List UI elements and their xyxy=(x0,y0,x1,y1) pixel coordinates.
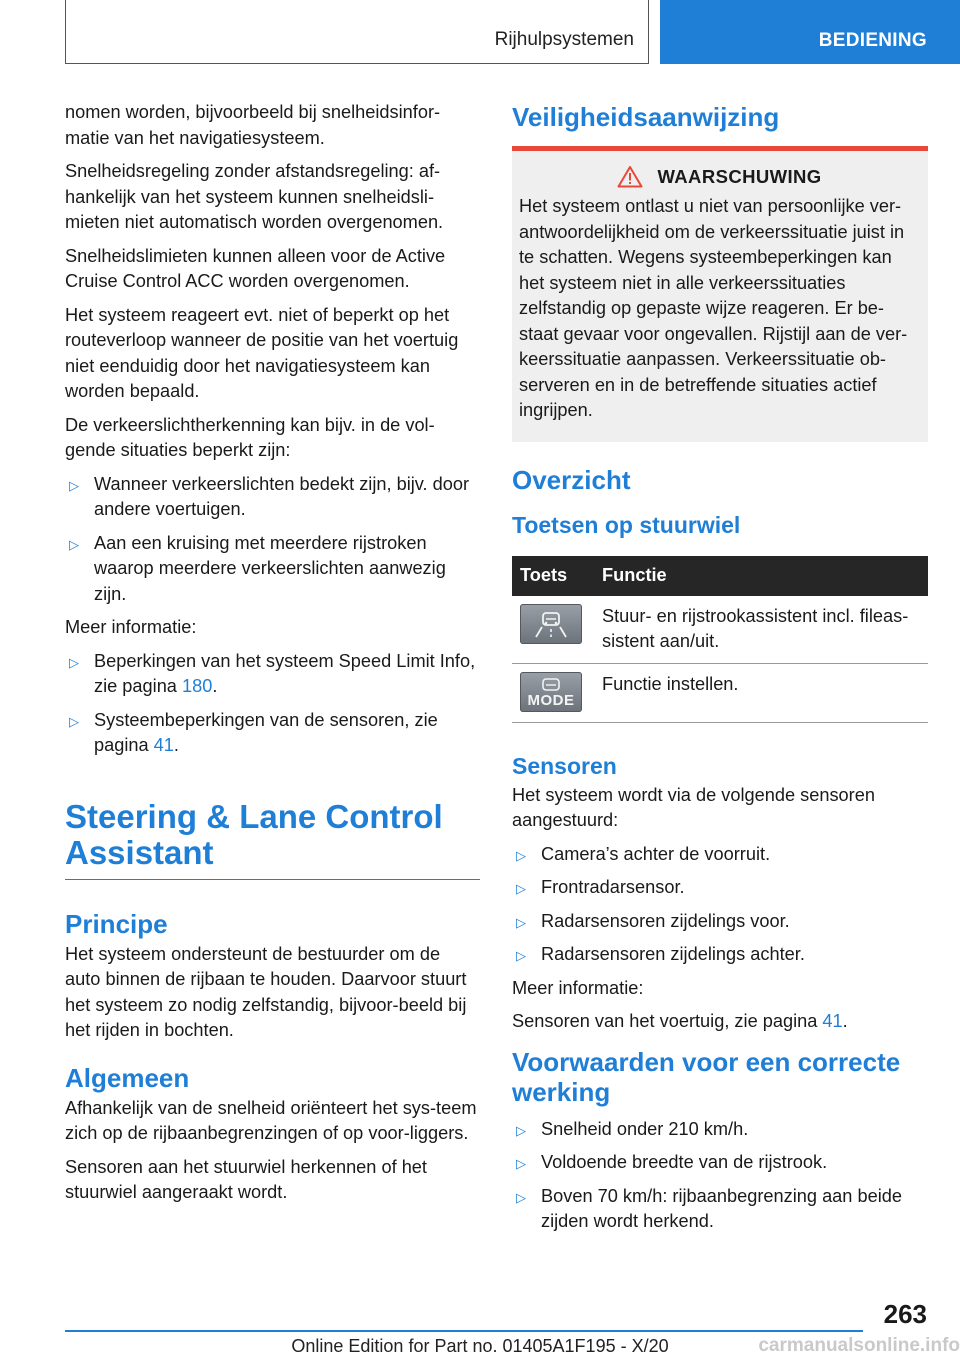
watermark: carmanualsonline.info xyxy=(758,1335,960,1356)
period: . xyxy=(173,735,179,755)
table-row xyxy=(512,596,928,664)
list-item-text: Camera’s achter de voorruit. xyxy=(541,843,771,864)
paragraph: Sensoren aan het stuurwiel herkennen of het stuurwiel aangeraakt wordt. xyxy=(65,1156,427,1202)
list-item-text: Wanneer verkeerslichten bedekt zijn, bijv. door andere voertuigen. xyxy=(94,473,470,519)
section-heading-algemeen: Algemeen xyxy=(65,1062,190,1093)
paragraph: nomen worden, bijvoorbeeld bij snelheidsinfor-matie van het navigatiesysteem. xyxy=(65,102,441,148)
paragraph: Het systeem wordt via de volgende sensoren aangestuurd: xyxy=(512,784,875,830)
paragraph: Het systeem reageert evt. niet of beperkt op het routeverloop wanneer de positie van het voertuig niet eenduidig door het navigatiesysteem kan worden bepaald. xyxy=(65,304,459,401)
paragraph: Afhankelijk van de snelheid oriënteert het sys-teem zich op de rijbaanbegrenzingen of op voor-liggers. xyxy=(65,1097,477,1143)
triangle-bullet-icon: ▷ xyxy=(516,1156,526,1171)
section-heading-sensoren: Sensoren xyxy=(512,752,617,779)
warning-header xyxy=(519,165,920,188)
safety-heading: Veiligheidsaanwijzing xyxy=(512,100,928,151)
triangle-bullet-icon: ▷ xyxy=(516,914,526,930)
paragraph: Snelheidslimieten kunnen alleen voor de Active Cruise Control ACC worden overgenomen. xyxy=(65,245,446,291)
list-item xyxy=(65,472,480,523)
warning-text: Het systeem ontlast u niet van persoonlijke ver-antwoordelijkheid om de verkeerssituatie juist in te schatten. Wegens systeembeperkingen kan het systeem niet in alle verkeerssituaties zelfstandig op gepaste wijze reageren. Er be-staat gevaar voor ongevallen. Rijstijl aan de ver-keerssituatie aanpassen. Verkeerssituatie ob-serveren en in de betreffende situaties actief ingrijpen. xyxy=(519,196,908,420)
paragraph: Het systeem ondersteunt de bestuurder om de auto binnen de rijbaan te houden. Daarvoor stuurt het systeem zo nodig zelfstandig, bijvoor-beeld bij het rijden in bochten. xyxy=(65,943,467,1040)
mode-button-icon xyxy=(520,672,582,712)
reference-paragraph xyxy=(512,1009,928,1035)
buttons-table xyxy=(512,556,928,723)
table-row xyxy=(512,663,928,722)
period: . xyxy=(842,1011,848,1031)
section-heading-voorwaarden: Voorwaarden voor een correcte werking xyxy=(512,1046,901,1107)
right-column xyxy=(512,100,928,1243)
list-item xyxy=(512,875,928,901)
more-info-label: Meer informatie: xyxy=(65,617,197,637)
table-header-row xyxy=(512,556,928,596)
header-chapter: Rijhulpsystemen xyxy=(494,29,634,50)
period: . xyxy=(212,676,218,696)
list-item-text: Snelheid onder 210 km/h. xyxy=(541,1118,749,1139)
list-item-text: Systeembeperkingen van de sensoren, zie pagina xyxy=(94,709,438,755)
triangle-bullet-icon: ▷ xyxy=(69,536,79,552)
list-item xyxy=(512,1184,928,1235)
header-section: BEDIENING xyxy=(818,30,927,51)
list-item-text: Frontradarsensor. xyxy=(541,877,685,897)
triangle-bullet-icon: ▷ xyxy=(69,713,79,729)
triangle-bullet-icon: ▷ xyxy=(516,847,526,863)
header-chapter-box xyxy=(65,0,649,64)
warning-triangle-icon xyxy=(617,165,643,188)
list-item-text: Radarsensoren zijdelings achter. xyxy=(541,944,805,964)
list-item-text: Radarsensoren zijdelings voor. xyxy=(541,910,790,931)
table-header-toets: Toets xyxy=(512,556,594,596)
list-item-text: Boven 70 km/h: rijbaanbegrenzing aan beide zijden wordt herkend. xyxy=(541,1185,902,1231)
chapter-title: Steering & Lane Control Assistant xyxy=(65,799,480,880)
list-item-text: Aan een kruising met meerdere rijstroken waarop meerdere verkeerslichten aanwezig zijn. xyxy=(94,532,446,604)
steering-assist-button-icon xyxy=(520,604,582,644)
subheading-toetsen: Toetsen op stuurwiel xyxy=(512,511,741,538)
warning-box xyxy=(512,151,928,442)
list-item xyxy=(512,1150,928,1176)
page-number: 263 xyxy=(883,1299,927,1329)
list-item xyxy=(512,842,928,868)
mode-label: MODE xyxy=(527,692,575,709)
list-item-text: Voldoende breedte van de rijstrook. xyxy=(541,1152,828,1172)
triangle-bullet-icon: ▷ xyxy=(516,881,526,896)
table-cell-icon xyxy=(512,663,594,722)
triangle-bullet-icon: ▷ xyxy=(516,948,526,963)
left-column xyxy=(65,100,480,1214)
list-item-text: Beperkingen van het systeem Speed Limit Info, zie pagina xyxy=(94,650,476,696)
page-link[interactable]: 180 xyxy=(181,676,213,696)
section-heading-principe: Principe xyxy=(65,908,168,939)
list-item xyxy=(65,708,480,759)
page-link[interactable]: 41 xyxy=(153,735,174,755)
table-cell-icon xyxy=(512,596,594,664)
triangle-bullet-icon: ▷ xyxy=(516,1122,526,1138)
triangle-bullet-icon: ▷ xyxy=(516,1189,526,1205)
table-cell-function: Functie instellen. xyxy=(594,663,928,722)
paragraph: Snelheidsregeling zonder afstandsregeling: af-hankelijk van het systeem kunnen snelheidsli-mieten niet automatisch worden overgenomen. xyxy=(65,161,444,232)
list-item xyxy=(512,942,928,968)
table-cell-function: Stuur- en rijstrookassistent incl. fileas-sistent aan/uit. xyxy=(594,596,928,664)
header-section-box xyxy=(660,0,960,64)
reference-text: Sensoren van het voertuig, zie pagina xyxy=(512,1011,823,1031)
footer-edition: Online Edition for Part no. 01405A1F195 - X/20 xyxy=(291,1336,669,1356)
triangle-bullet-icon: ▷ xyxy=(69,654,79,670)
list-item xyxy=(512,1117,928,1143)
list-item xyxy=(512,909,928,935)
list-item xyxy=(65,649,480,700)
footer-divider xyxy=(65,1330,863,1332)
list-item xyxy=(65,531,480,608)
paragraph: De verkeerslichtherkenning kan bijv. in de vol-gende situaties beperkt zijn: xyxy=(65,414,435,460)
page-link[interactable]: 41 xyxy=(822,1011,843,1031)
section-heading-overzicht: Overzicht xyxy=(512,464,631,495)
triangle-bullet-icon: ▷ xyxy=(69,477,79,493)
table-header-functie: Functie xyxy=(594,556,928,596)
more-info-label: Meer informatie: xyxy=(512,977,644,998)
warning-label: WAARSCHUWING xyxy=(657,165,822,187)
